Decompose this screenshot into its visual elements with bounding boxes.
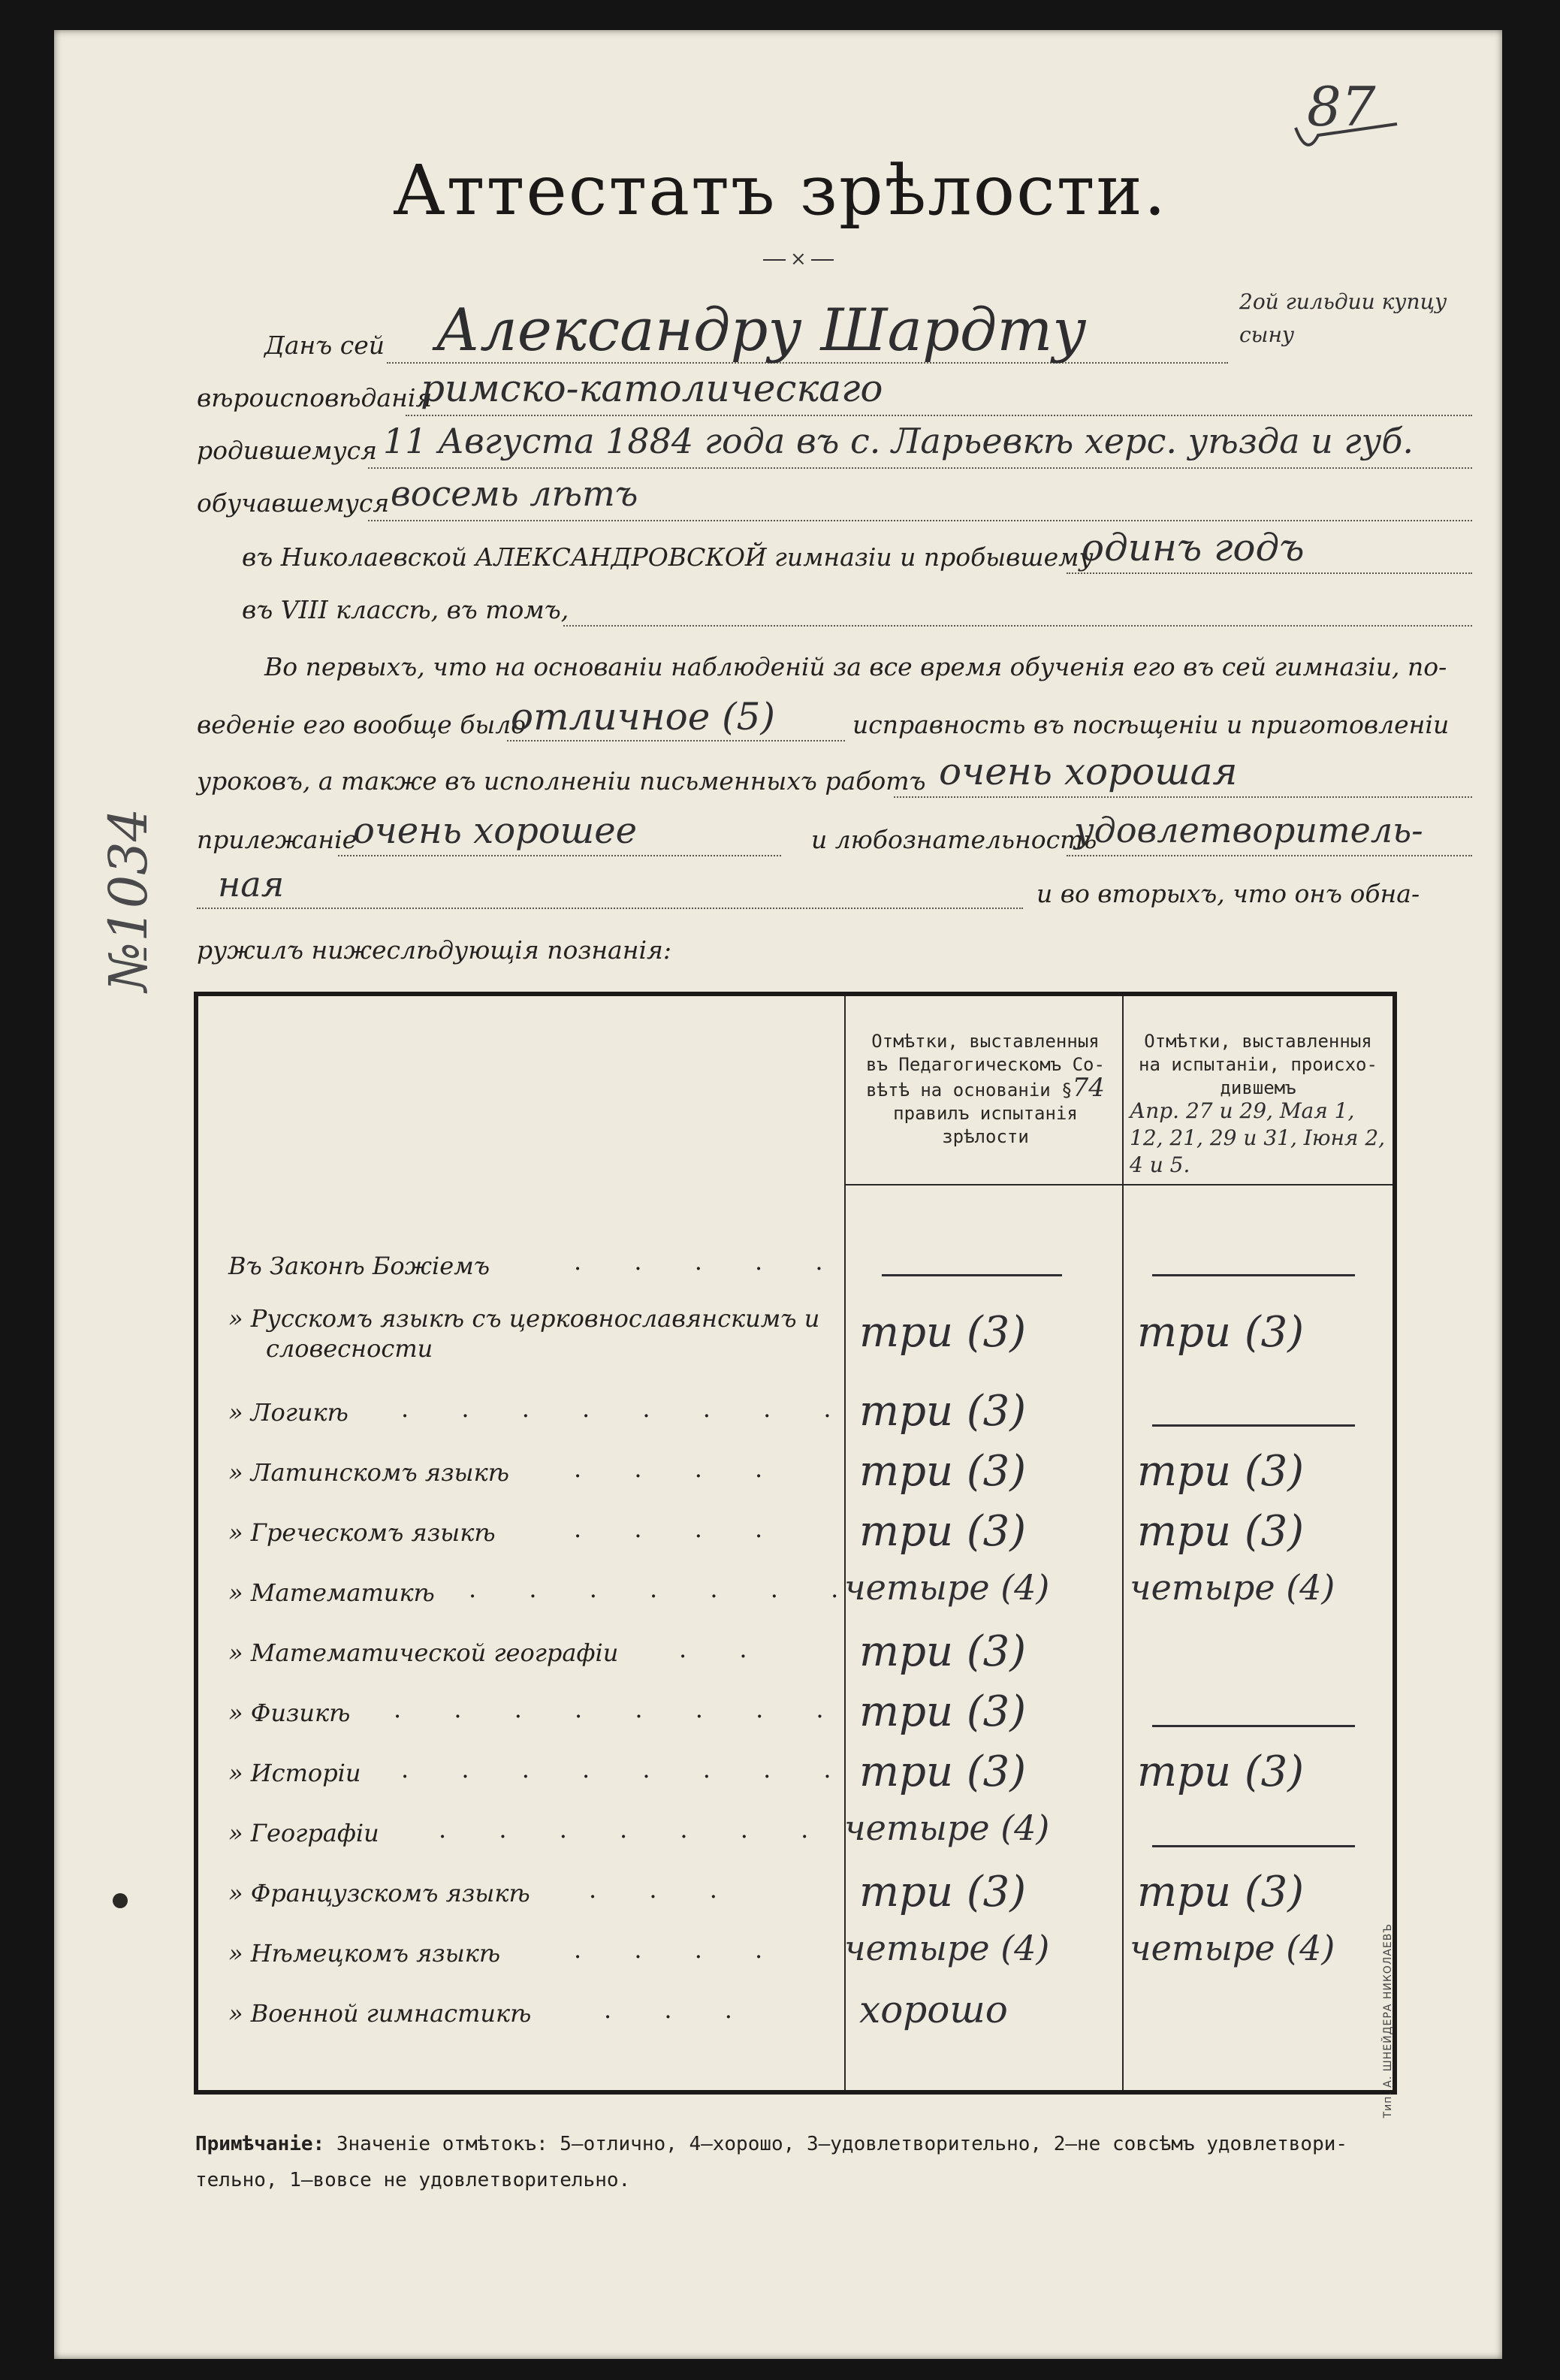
class-line	[563, 625, 1472, 627]
gymnasium-line	[1067, 572, 1472, 574]
archive-number: 87	[1307, 75, 1376, 138]
margin-register-number: №1034	[98, 808, 159, 992]
curiosity-value-2: ная	[218, 864, 285, 905]
page-title: Аттестатъ зрѣлости.	[392, 150, 1168, 231]
given-label: Данъ сей	[264, 331, 385, 360]
religion-value: римско-католическаго	[421, 367, 883, 410]
table-row: » Нѣмецкомъ языкѣ . . . . четыре (4) четыре (4)	[228, 1928, 1335, 1968]
table-row: » Русскомъ языкѣ съ церковнославянскимъ и словесности три (3) три (3)	[228, 1304, 1305, 1363]
corner-mark-icon	[1292, 113, 1405, 165]
table-header-divider	[844, 1184, 1393, 1185]
table-row: » Латинскомъ языкѣ . . . . три (3) три (3)	[228, 1447, 1305, 1496]
class-text: въ VIII классѣ, въ томъ,	[242, 595, 569, 624]
footnote-text: Значеніе отмѣтокъ: 5—отлично, 4—хорошо, 3—удовлетворительно, 2—не совсѣмъ удовлетвори-тельно, 1—вовсе не удовлетворительно.	[195, 2133, 1348, 2191]
table-row: » Французскомъ языкѣ . . . три (3) три (3)	[228, 1868, 1305, 1916]
diligence-value: очень хорошее	[353, 810, 638, 852]
column-1-header: Отмѣтки, выставленныя въ Педагогическомъ Со- вѣтѣ на основаніи §74 правилъ испытанія зрѣлости	[866, 1031, 1105, 1147]
grades-table	[194, 992, 1397, 2095]
column-2-header: Отмѣтки, выставленныя на испытаніи, происхо- дившемъ	[1139, 1031, 1377, 1098]
paragraph-2-end: исправность въ посѣщеніи и приготовленіи	[852, 710, 1450, 739]
footnote	[195, 2126, 1397, 2198]
paragraph-3-start: уроковъ, а также въ исполненіи письменныхъ работъ	[197, 766, 926, 796]
curiosity-line-2	[197, 908, 1023, 909]
studied-label: обучавшемуся	[197, 488, 390, 518]
table-row: » Математической географіи . . три (3)	[228, 1627, 1027, 1676]
diligence-line	[338, 855, 781, 856]
homework-line	[894, 796, 1472, 798]
exam-dates: Апр. 27 и 29, Мая 1, 12, 21, 29 и 31, Іюня 2, 4 и 5.	[1130, 1098, 1386, 1177]
paragraph-6: ружилъ нижеслѣдующія познанія:	[197, 935, 671, 965]
punch-hole	[113, 1893, 128, 1908]
curiosity-label: и любознательность	[811, 825, 1097, 854]
diligence-label: прилежаніе	[197, 825, 358, 854]
table-row: » Логикѣ . . . . . . . . три (3)	[198, 1387, 1393, 1447]
homework-value: очень хорошая	[939, 750, 1238, 793]
title-ornament: ×	[759, 248, 838, 270]
born-line	[368, 467, 1472, 469]
printer-mark: Тип. А. ШНЕЙДЕРА НИКОЛАЕВЪ	[1382, 1923, 1394, 2119]
behavior-line	[507, 740, 845, 741]
status-value: 2ой гильдии купцу сыну	[1239, 289, 1447, 347]
footnote-label: Примѣчаніе:	[195, 2133, 325, 2155]
studied-line	[368, 520, 1472, 521]
curiosity-line	[1067, 855, 1472, 856]
paragraph-2-start: веденіе его вообще было	[197, 710, 527, 739]
studied-value: восемь лѣтъ	[391, 473, 638, 514]
table-row: » Географіи . . . . . . . четыре (4)	[198, 1808, 1393, 1868]
table-row: » Исторіи . . . . . . . . три (3) три (3)	[228, 1747, 1305, 1796]
religion-line	[406, 415, 1472, 416]
table-row: Въ Законѣ Божіемъ . . . . .	[198, 1237, 1393, 1297]
paragraph-5-end: и во вторыхъ, что онъ обна-	[1036, 879, 1420, 908]
gymnasium-value: одинъ годъ	[1082, 526, 1305, 569]
gymnasium-text: въ Николаевской АЛЕКСАНДРОВСКОЙ гимназіи и пробывшему	[242, 542, 1094, 572]
given-value: Александру Шардту	[436, 297, 1087, 364]
paragraph-1: Во первыхъ, что на основаніи наблюденій за все время обученія его въ сей гимназіи, по-	[264, 652, 1447, 681]
curiosity-value: удовлетворитель-	[1074, 810, 1423, 850]
behavior-value: отличное (5)	[511, 695, 776, 738]
born-label: родившемуся	[197, 436, 377, 465]
table-row: » Математикѣ . . . . . . . четыре (4) четыре (4)	[228, 1567, 1335, 1608]
religion-label: вѣроисповѣданія	[197, 383, 433, 412]
table-row: » Физикѣ . . . . . . . . три (3)	[198, 1687, 1393, 1747]
section-number: 74	[1072, 1073, 1105, 1103]
table-row: » Греческомъ языкѣ . . . . три (3) три (3)	[228, 1507, 1305, 1556]
born-value: 11 Августа 1884 года въ с. Ларьевкѣ херс. уѣзда и губ.	[383, 421, 1414, 461]
table-row: » Военной гимнастикѣ . . . хорошо	[228, 1988, 1008, 2031]
